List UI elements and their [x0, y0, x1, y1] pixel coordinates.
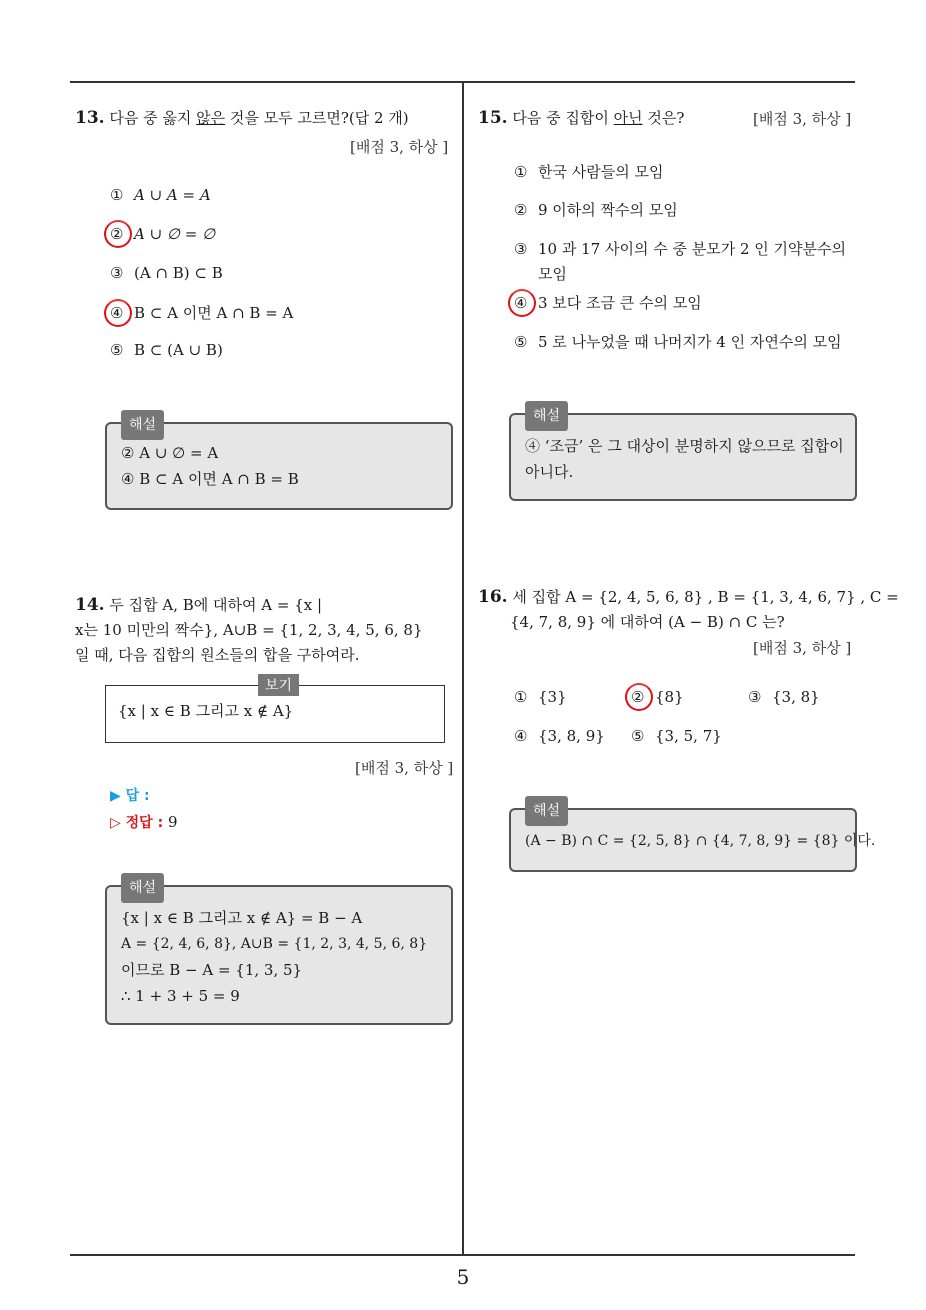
q14-line-2: x는 10 미만의 짝수}, A∪B = {1, 2, 3, 4, 5, 6, 8} — [75, 621, 423, 639]
q16-option-1[interactable] — [514, 688, 567, 706]
option-number: ① — [110, 186, 124, 204]
q16-question — [478, 585, 899, 635]
q15-explanation-box — [509, 408, 857, 501]
q14-score: [배점 3, 하상 ] — [355, 759, 454, 777]
explanation-line: 아니다. — [525, 463, 574, 481]
explanation-line: 이므로 B − A = {1, 3, 5} — [121, 961, 303, 979]
explanation-line: ② A ∪ ∅ = A — [121, 444, 219, 462]
q15-option-4[interactable] — [514, 292, 702, 313]
option-text: {3, 8} — [772, 688, 820, 706]
option-number: ④ — [514, 727, 528, 745]
q16-option-2[interactable] — [631, 688, 684, 706]
option-text: (A ∩ B) ⊂ B — [134, 264, 223, 282]
q13-option-5[interactable] — [110, 341, 223, 359]
option-number-marked: ② — [110, 225, 134, 243]
explanation-line: ④ B ⊂ A 이면 A ∩ B = B — [121, 470, 299, 488]
q13-option-3[interactable] — [110, 264, 223, 282]
page-number: 5 — [456, 1265, 470, 1289]
option-number: ⑤ — [631, 727, 645, 745]
q16-option-4[interactable] — [514, 727, 605, 745]
explanation-line: {x | x ∈ B 그리고 x ∉ A} = B − A — [121, 909, 363, 927]
explanation-line: ∴ 1 + 3 + 5 = 9 — [121, 987, 240, 1005]
option-number: ① — [514, 163, 528, 181]
explanation-line: ④ ‘조금’ 은 그 대상이 분명하지 않으므로 집합이 — [525, 437, 844, 455]
q15-text-underlined: 아닌 — [613, 109, 643, 127]
option-number-marked: ② — [631, 688, 655, 706]
option-text: 5 로 나누었을 때 나머지가 4 인 자연수의 모임 — [538, 333, 842, 351]
option-number: ⑤ — [110, 341, 124, 359]
option-text: {3} — [538, 688, 567, 706]
correct-value: 9 — [168, 813, 178, 831]
option-number: ② — [514, 201, 528, 219]
q15-option-1[interactable] — [514, 161, 663, 182]
q14-line-1: 두 집합 A, B에 대하여 A = {x | — [109, 596, 323, 614]
option-text: {3, 5, 7} — [655, 727, 722, 745]
q15-number: 15. — [478, 108, 508, 128]
q14-correct-answer: ▷ 정답 : 9 — [110, 813, 178, 831]
q15-score: [배점 3, 하상 ] — [753, 110, 852, 128]
option-text: 3 보다 조금 큰 수의 모임 — [538, 294, 702, 312]
q13-text-rest: 것을 모두 고르면?(답 2 개) — [225, 109, 409, 127]
explanation-line: A = {2, 4, 6, 8}, A∪B = {1, 2, 3, 4, 5, 6, 8} — [121, 936, 428, 952]
explanation-label: 해설 — [121, 873, 164, 903]
option-text: 9 이하의 짝수의 모임 — [538, 201, 678, 219]
q15-option-5[interactable] — [514, 331, 842, 352]
q14-line-3: 일 때, 다음 집합의 원소들의 합을 구하여라. — [75, 646, 360, 664]
option-number-marked: ④ — [110, 304, 134, 322]
explanation-label: 해설 — [525, 796, 568, 826]
option-text: B ⊂ (A ∪ B) — [134, 341, 223, 359]
option-number: ① — [514, 688, 528, 706]
example-label: 보기 — [258, 674, 299, 696]
option-number: ⑤ — [514, 333, 528, 351]
q13-option-1[interactable] — [110, 186, 211, 204]
option-text: B ⊂ A 이면 A ∩ B = A — [134, 304, 294, 322]
q13-text-underlined: 않은 — [196, 109, 226, 127]
example-text: {x | x ∈ B 그리고 x ∉ A} — [118, 702, 294, 720]
option-number: ③ — [514, 240, 528, 258]
q13-score: [배점 3, 하상 ] — [350, 138, 449, 156]
q13-question — [75, 106, 455, 131]
q15-option-2[interactable] — [514, 199, 678, 220]
q14-question — [75, 593, 460, 668]
option-text: 10 과 17 사이의 수 중 분모가 2 인 기약분수의 — [538, 240, 846, 258]
q15-question — [478, 106, 684, 131]
option-text: {3, 8, 9} — [538, 727, 605, 745]
q13-number: 13. — [75, 108, 105, 128]
q16-line-2: {4, 7, 8, 9} 에 대하여 (A − B) ∩ C 는? — [510, 613, 785, 631]
option-text: {8} — [655, 688, 684, 706]
q16-explanation-box — [509, 803, 876, 872]
q15-text-rest: 것은? — [642, 109, 685, 127]
option-number: ③ — [748, 688, 762, 706]
option-number-marked: ④ — [514, 294, 538, 312]
explanation-label: 해설 — [525, 401, 568, 431]
q15-text: 다음 중 집합이 — [512, 109, 614, 127]
q13-explanation-box — [105, 417, 453, 510]
q13-option-2[interactable] — [110, 225, 215, 243]
option-text: A ∪ A = A — [134, 186, 211, 204]
q14-example-box — [105, 678, 445, 743]
q14-answer-input[interactable]: ▶ 답 : — [110, 788, 150, 804]
q16-option-3[interactable] — [748, 688, 820, 706]
q14-explanation-box — [105, 880, 453, 1025]
option-text: 한국 사람들의 모임 — [538, 163, 664, 181]
q13-option-4[interactable] — [110, 302, 293, 323]
q16-option-5[interactable] — [631, 727, 722, 745]
q13-text: 다음 중 옳지 — [109, 109, 197, 127]
answer-mark-circle — [104, 299, 132, 327]
explanation-line: (A − B) ∩ C = {2, 5, 8} ∩ {4, 7, 8, 9} = {8} 이다. — [525, 833, 876, 849]
option-text-continued: 모임 — [538, 265, 567, 283]
q16-line-1: 세 집합 A = {2, 4, 5, 6, 8} , B = {1, 3, 4, 6, 7} , C = — [512, 588, 899, 606]
q16-number: 16. — [478, 587, 508, 607]
explanation-label: 해설 — [121, 410, 164, 440]
option-number: ③ — [110, 264, 124, 282]
q14-number: 14. — [75, 595, 105, 615]
answer-mark-circle — [625, 683, 653, 711]
option-text: A ∪ ∅ = ∅ — [134, 225, 216, 243]
q16-score: [배점 3, 하상 ] — [753, 639, 852, 657]
answer-mark-circle — [508, 289, 536, 317]
answer-mark-circle — [104, 220, 132, 248]
q15-option-3[interactable] — [514, 238, 846, 284]
column-divider — [462, 83, 464, 1255]
